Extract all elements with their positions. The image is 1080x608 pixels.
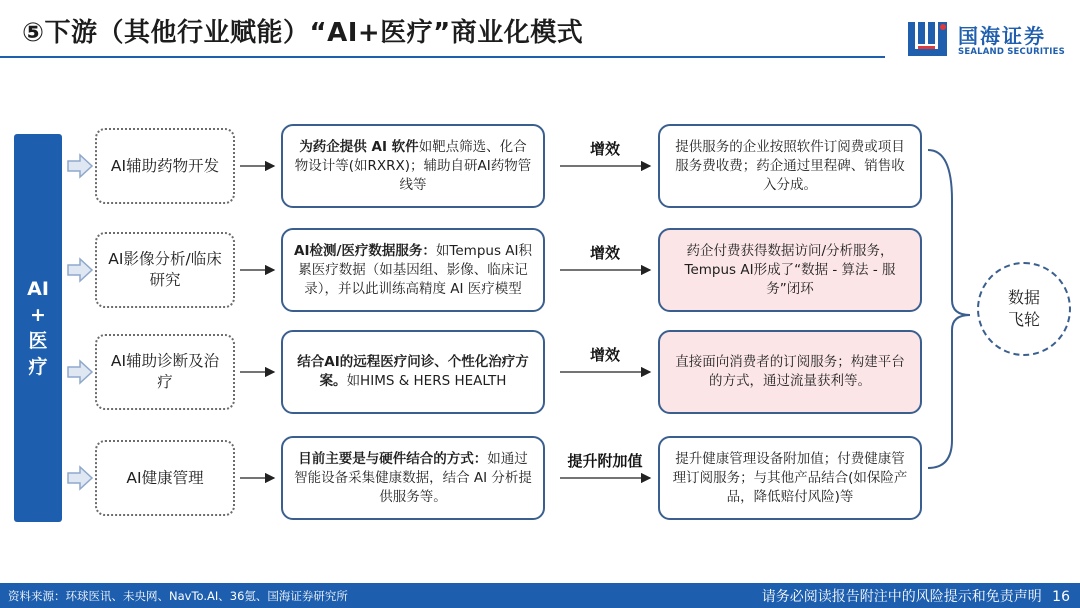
outcome-text: 提供服务的企业按照软件订阅费或项目服务费收费；药企通过里程碑、销售收入分成。 (675, 138, 905, 193)
category-box-3 (95, 334, 235, 410)
outcome-box-2 (658, 228, 922, 312)
footer-right (762, 586, 1070, 606)
description-bold: 目前主要是与硬件结合的方式： (298, 450, 488, 467)
flow-label-1: 增效 (589, 140, 620, 158)
logo-text-en: SEALAND SECURITIES (958, 47, 1065, 57)
bar-line-4: 疗 (28, 356, 48, 378)
logo-text-cn: 国海证券 (958, 24, 1046, 48)
description-bold: 为药企提供 AI 软件 (299, 138, 419, 155)
category-label: AI健康管理 (126, 468, 204, 487)
description-box-3 (281, 330, 545, 414)
flow-label-2: 增效 (589, 244, 620, 262)
flow-label-3: 增效 (589, 346, 620, 364)
category-box-1 (95, 128, 235, 204)
description-text: 如靶点筛选、化合物设计等(如RXRX)；辅助自研AI药物管线等 (294, 138, 532, 193)
footer-bar (0, 583, 1080, 608)
outcome-box-4 (658, 436, 922, 520)
category-label: AI影像分析/临床研究 (108, 250, 222, 289)
block-arrow-icon (68, 259, 92, 281)
category-label: AI辅助药物开发 (110, 156, 220, 175)
page-number: 16 (1052, 589, 1070, 605)
bar-line-3: 医 (28, 330, 48, 352)
flow-label-4: 提升附加值 (567, 452, 643, 470)
outcome-box-1 (658, 124, 922, 208)
block-arrow-icon (68, 467, 92, 489)
bar-line-2: + (30, 304, 46, 326)
outcome-text: 药企付费获得数据访问/分析服务，Tempus AI形成了“数据 - 算法 - 服务”闭环 (684, 242, 896, 297)
description-box-1 (281, 124, 545, 208)
block-arrow-icon (68, 361, 92, 383)
description-bold: 结合AI的远程医疗问诊、个性化治疗方案。 (297, 354, 529, 389)
source-note: 资料来源：环球医讯、未央网、NavTo.AI、36氪、国海证券研究所 (8, 589, 348, 603)
right-bracket (928, 150, 970, 468)
circle-line-2: 飞轮 (1007, 310, 1040, 329)
bar-line-1: AI (27, 278, 49, 300)
disclaimer-text: 请务必阅读报告附注中的风险提示和免责声明 (761, 589, 1042, 605)
category-box-4 (95, 440, 235, 516)
description-box-2 (281, 228, 545, 312)
description-text: 如Tempus AI积累医疗数据（如基因组、影像、临床记录），并以此训练高精度 AI 医疗模型 (298, 242, 532, 297)
outcome-box-3 (658, 330, 922, 414)
category-label: AI辅助诊断及治疗 (110, 352, 220, 391)
outcome-text: 直接面向消费者的订阅服务；构建平台的方式，通过流量获利等。 (675, 354, 905, 389)
page-title: ⑤下游（其他行业赋能）“AI+医疗”商业化模式 (22, 18, 584, 48)
outcome-text: 提升健康管理设备附加值；付费健康管理订阅服务；与其他产品结合(如保险产品，降低赔付风险)等 (672, 450, 908, 505)
description-text: 如通过智能设备采集健康数据，结合 AI 分析提供服务等。 (294, 450, 532, 505)
description-box-4 (281, 436, 545, 520)
description-bold: AI检测/医疗数据服务： (294, 242, 436, 259)
description-text: 如HIMS & HERS HEALTH (346, 373, 507, 389)
block-arrow-icon (68, 155, 92, 177)
category-box-2 (95, 232, 235, 308)
circle-line-1: 数据 (1007, 288, 1040, 307)
data-flywheel-circle (977, 262, 1071, 356)
